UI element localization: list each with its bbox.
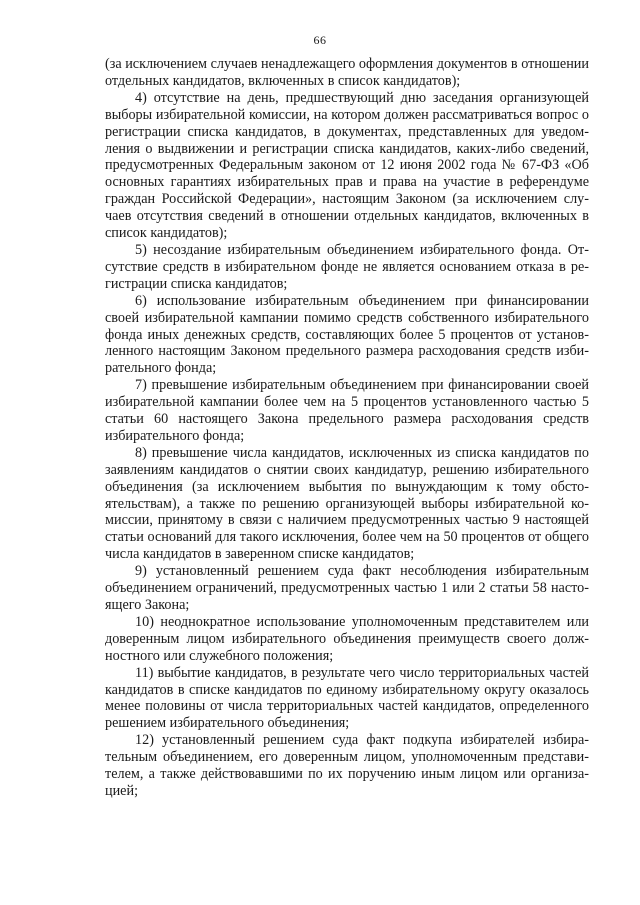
paragraph-continuation: (за исключением случаев ненадлежащего оформления документов в отношении отдельных кандидатов, включенных в список кандидатов); [105,56,589,89]
paragraph-item-9: 9) установленный решением суда факт несоблюдения избирательным объединением ограничений, предусмотренных частью 1 или 2 статьи 58 настоящего Закона; [105,563,589,613]
paragraph-item-12: 12) установленный решением суда факт подкупа избирателей избирательным объединением, его доверенным лицом, уполномоченным представителем, а также действовавшими по их поручению иным лицом или организацией; [105,732,589,799]
paragraph-item-5: 5) несоздание избирательным объединением избирательного фонда. Отсутствие средств в избирательном фонде не является основанием отказа в регистрации списка кандидатов; [105,241,589,292]
paragraph-item-8: 8) превышение числа кандидатов, исключенных из списка кандидатов по заявлениям кандидатов о снятии своих кандидатур, решению избирательного объединения (за исключением выбытия по вынуждающим к тому обстоятельствам), а также по решению организующей выборы избирательной комиссии, принятому в связи с наличием предусмотренных частью 9 настоящей статьи оснований для такого исключения, более чем на 50 процентов от общего числа кандидатов в заверенном списке кандидатов; [105,444,589,563]
document-body [105,56,589,800]
paragraph-item-4: 4) отсутствие на день, предшествующий дню заседания организующей выборы избирательной комиссии, на котором должен рассматриваться вопрос о регистрации списка кандидатов, в документах, представленных для уведомления о выдвижении и регистрации списка кандидатов, каких-либо сведений, предусмотренных Федеральным законом от 12 июня 2002 года № 67-ФЗ «Об основных гарантиях избирательных прав и права на участие в референдуме граждан Российской Федерации», настоящим Законом (за исключением случаев отсутствия сведений в отношении отдельных кандидатов, включенных в список кандидатов); [105,89,589,242]
paragraph-item-11: 11) выбытие кандидатов, в результате чего число территориальных частей кандидатов в списке кандидатов по единому избирательному округу оказалось менее половины от числа территориальных частей кандидатов, определенного решением избирательного объединения; [105,664,589,732]
paragraph-item-10: 10) неоднократное использование уполномоченным представителем или доверенным лицом избирательного объединения преимуществ своего должностного или служебного положения; [105,613,589,664]
page-number: 66 [313,33,327,47]
paragraph-item-7: 7) превышение избирательным объединением при финансировании своей избирательной кампании более чем на 5 процентов установленного частью 5 статьи 60 настоящего Закона предельного размера расходования средств избирательного фонда; [105,377,589,444]
paragraph-item-6: 6) использование избирательным объединением при финансировании своей избирательной кампании помимо средств собственного избирательного фонда иных денежных средств, составляющих более 5 процентов от установленного настоящим Законом предельного размера расходования средств избирательного фонда; [105,292,589,377]
